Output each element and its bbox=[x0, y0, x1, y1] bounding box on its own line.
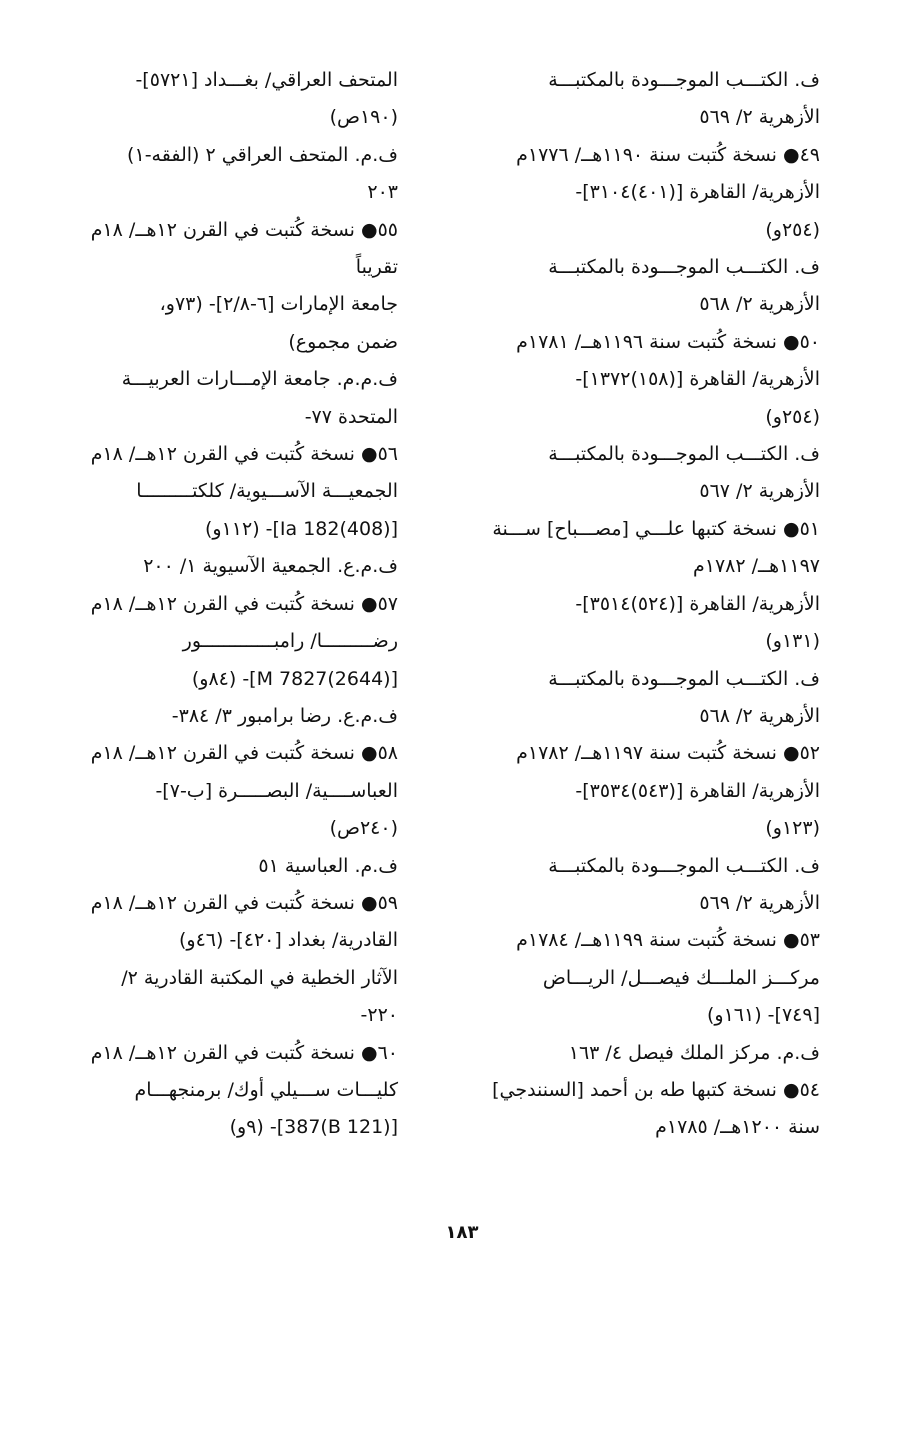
entry-line: (٢٥٤و) bbox=[765, 405, 820, 428]
entry-line: (٢٥٤و) bbox=[765, 218, 820, 241]
entry-line: الأزهرية/ القاهرة [(٥٤٣)٣٥٣٤]- bbox=[575, 779, 820, 802]
entry-line: ف.م.ع. رضا برامبور ٣/ ٣٨٤- bbox=[171, 704, 398, 727]
entry-line: ف. الكتـــب الموجـــودة بالمكتبـــة bbox=[548, 667, 820, 690]
catalog-entry bbox=[90, 735, 398, 885]
entry-line: [M 7827(2644)]- (٨٤و) bbox=[191, 667, 398, 690]
entry-line: الأزهرية/ القاهرة [(٤٠١)٣١٠٤]- bbox=[575, 181, 820, 204]
catalog-entry bbox=[478, 511, 820, 735]
entry-line: الأزهرية ٢/ ٥٦٩ bbox=[699, 106, 820, 129]
entry-line: الأزهرية/ القاهرة [(٥٢٤)٣٥١٤]- bbox=[575, 592, 820, 615]
entry-heading-line: ٥٩● نسخة كُتبت في القرن ١٢هــ/ ١٨م bbox=[90, 891, 398, 914]
entry-line: ف.م. المتحف العراقي ٢ (الفقه-١) bbox=[127, 143, 398, 166]
entry-line: القادرية/ بغداد [٤٢٠]- (٤٦و) bbox=[178, 929, 398, 952]
catalog-entry bbox=[90, 212, 398, 436]
entry-line: ف.م. العباسية ٥١ bbox=[258, 854, 398, 877]
catalog-entry bbox=[90, 586, 398, 736]
catalog-entry bbox=[478, 735, 820, 922]
entry-line: ٢٢٠- bbox=[360, 1004, 398, 1027]
catalog-entry bbox=[478, 137, 820, 324]
entry-line: الأزهرية ٢/ ٥٦٨ bbox=[699, 704, 820, 727]
entry-heading-line: ٥٠● نسخة كُتبت سنة ١١٩٦هــ/ ١٧٨١م bbox=[516, 330, 820, 353]
entry-line: [٧٤٩]- (١٦١و) bbox=[707, 1004, 820, 1027]
entry-line: (١٩٠ص) bbox=[329, 106, 398, 129]
entry-line: الأزهرية ٢/ ٥٦٨ bbox=[699, 293, 820, 316]
entry-line: [Ia 182(408)]- (١١٢و) bbox=[204, 517, 398, 540]
entry-heading-line: ٥٥● نسخة كُتبت في القرن ١٢هــ/ ١٨م bbox=[90, 218, 398, 241]
entry-line: ف. الكتـــب الموجـــودة بالمكتبـــة bbox=[548, 854, 820, 877]
right-column bbox=[478, 62, 820, 1147]
entry-heading-line: ٥٧● نسخة كُتبت في القرن ١٢هــ/ ١٨م bbox=[90, 592, 398, 615]
entry-heading-line: ٥٣● نسخة كُتبت سنة ١١٩٩هــ/ ١٧٨٤م bbox=[516, 929, 820, 952]
entry-heading-line: ٥١● نسخة كتبها علـــي [مصـــباح] ســـنة bbox=[492, 517, 820, 540]
entry-line: مركـــز الملـــك فيصـــل/ الريـــاض bbox=[542, 966, 820, 989]
catalog-entry bbox=[100, 62, 398, 212]
catalog-entry bbox=[478, 324, 820, 511]
entry-line: ٢٠٣ bbox=[367, 181, 398, 204]
entry-line: (١٢٣و) bbox=[765, 817, 820, 840]
entry-line: [(B 121)387]- (٩و) bbox=[229, 1116, 398, 1139]
entry-line: العباســــية/ البصـــــرة [ب-٧]- bbox=[155, 779, 398, 802]
catalog-entry bbox=[90, 436, 398, 586]
catalog-entry bbox=[478, 62, 820, 137]
entry-line: ف. الكتـــب الموجـــودة بالمكتبـــة bbox=[548, 256, 820, 279]
entry-heading-line: ٤٩● نسخة كُتبت سنة ١١٩٠هــ/ ١٧٧٦م bbox=[516, 143, 820, 166]
entry-line: جامعة الإمارات [٦-٢/٨]- (٧٣و، bbox=[159, 293, 398, 316]
catalog-entry bbox=[478, 922, 820, 1072]
entry-line: الجمعيـــة الآســـيوية/ كلكتـــــــــا bbox=[136, 480, 398, 503]
entry-line: ف.م.م. جامعة الإمـــارات العربيـــة bbox=[121, 368, 398, 391]
entry-heading-line: ٥٦● نسخة كُتبت في القرن ١٢هــ/ ١٨م bbox=[90, 443, 398, 466]
entry-heading-line: ٥٢● نسخة كُتبت سنة ١١٩٧هــ/ ١٧٨٢م bbox=[516, 742, 820, 765]
entry-line: ١١٩٧هــ/ ١٧٨٢م bbox=[692, 555, 820, 578]
entry-line: الآثار الخطية في المكتبة القادرية ٢/ bbox=[121, 966, 398, 989]
entry-line: تقريباً bbox=[355, 256, 398, 279]
entry-heading-line: ٥٤● نسخة كتبها طه بن أحمد [السنندجي] bbox=[492, 1078, 820, 1101]
entry-heading-line: المتحف العراقي/ بغـــداد [٥٧٢١]- bbox=[135, 69, 398, 91]
entry-line: رضـــــــــا/ رامبـــــــــــــور bbox=[182, 630, 398, 653]
entry-line: ف. الكتـــب الموجـــودة بالمكتبـــة bbox=[548, 443, 820, 466]
entry-line: (١٣١و) bbox=[765, 630, 820, 653]
entry-line: كليـــات ســـيلي أوك/ برمنجهـــام bbox=[134, 1078, 398, 1101]
entry-line: ف.م.ع. الجمعية الآسيوية ١/ ٢٠٠ bbox=[143, 555, 398, 578]
entry-line: الأزهرية/ القاهرة [(١٥٨)١٣٧٢]- bbox=[575, 368, 820, 391]
catalog-entry bbox=[478, 1072, 820, 1147]
catalog-entry bbox=[90, 885, 398, 1035]
entry-heading-line: ٥٨● نسخة كُتبت في القرن ١٢هــ/ ١٨م bbox=[90, 742, 398, 765]
entry-line: (٢٤٠ص) bbox=[329, 817, 398, 840]
page-number: ١٨٣ bbox=[445, 1222, 479, 1243]
entry-line: المتحدة ٧٧- bbox=[304, 405, 398, 428]
entry-line: ف.م. مركز الملك فيصل ٤/ ١٦٣ bbox=[568, 1041, 820, 1064]
catalog-entry bbox=[90, 1035, 398, 1147]
left-column bbox=[90, 62, 398, 1147]
entry-line: الأزهرية ٢/ ٥٦٩ bbox=[699, 891, 820, 914]
entry-heading-line: ف. الكتـــب الموجـــودة بالمكتبـــة bbox=[548, 69, 820, 91]
entry-line: ضمن مجموع) bbox=[288, 330, 398, 353]
entry-line: الأزهرية ٢/ ٥٦٧ bbox=[699, 480, 820, 503]
entry-line: سنة ١٢٠٠هــ/ ١٧٨٥م bbox=[655, 1116, 820, 1139]
entry-heading-line: ٦٠● نسخة كُتبت في القرن ١٢هــ/ ١٨م bbox=[90, 1041, 398, 1064]
